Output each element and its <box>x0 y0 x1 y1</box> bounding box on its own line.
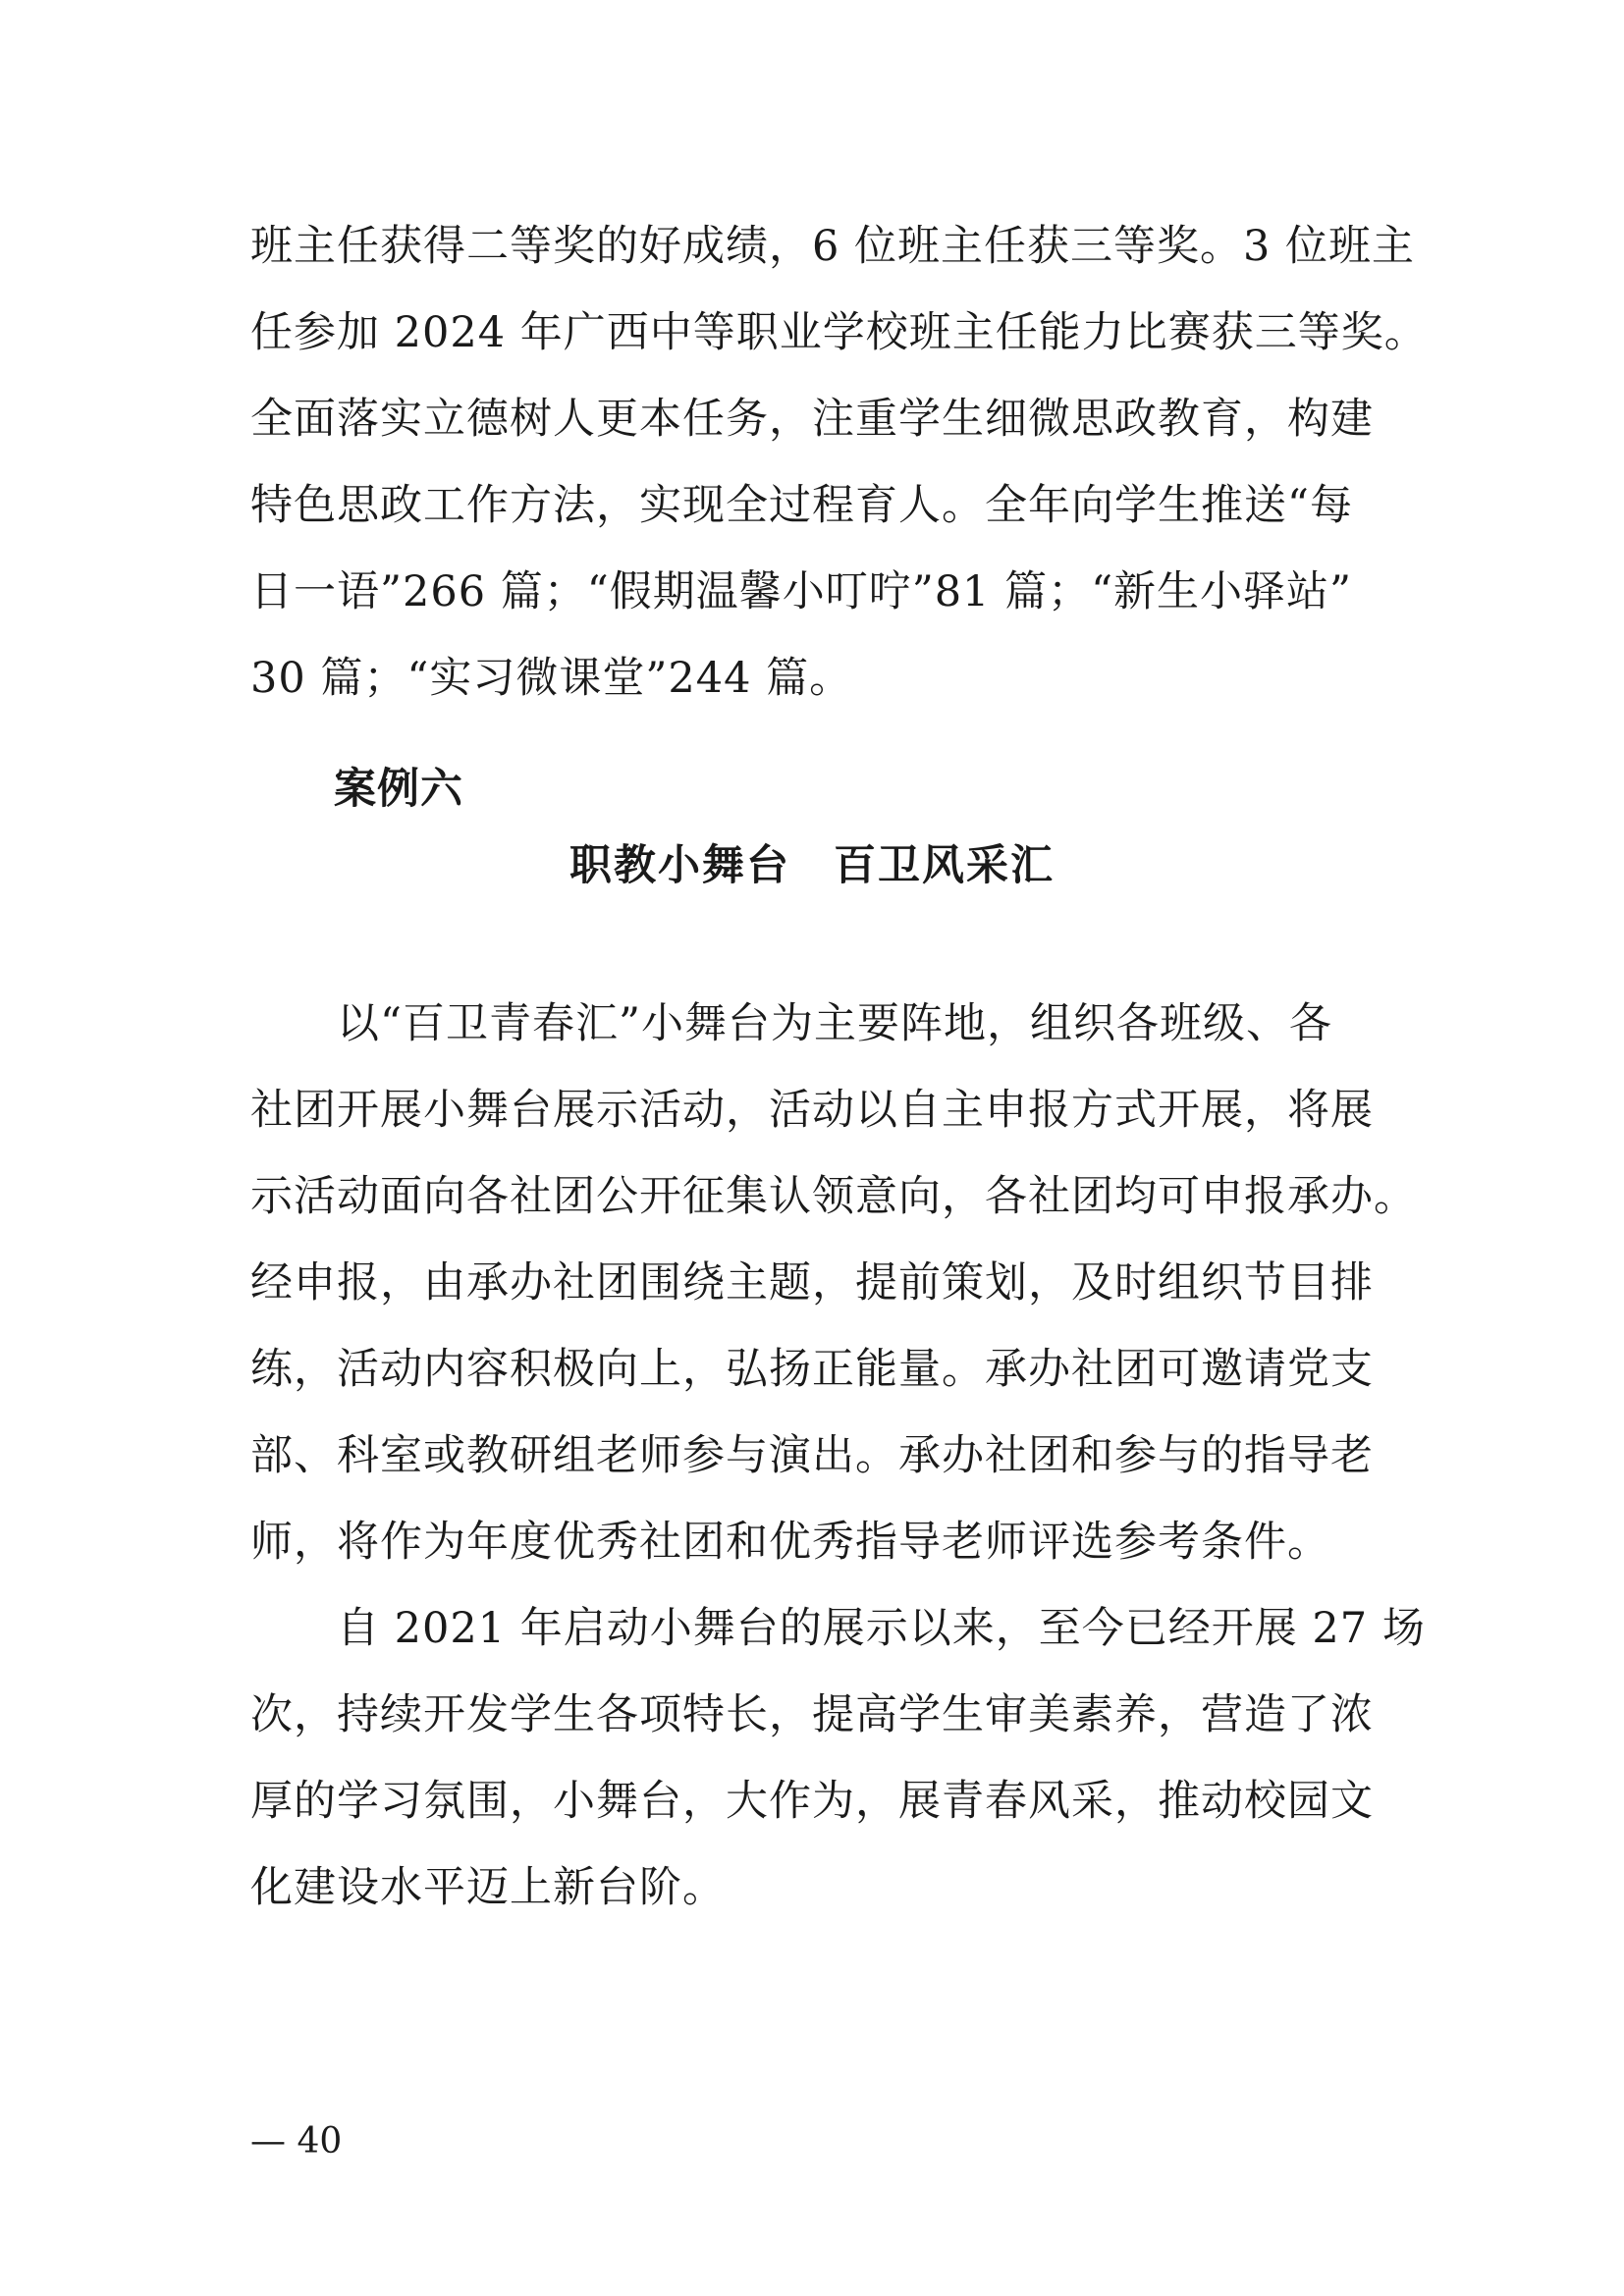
body-text-line: 示活动面向各社团公开征集认领意向，各社团均可申报承办。 <box>250 1172 1417 1221</box>
case-label: 案例六 <box>334 765 463 814</box>
body-text-line: 以“百卫青春汇”小舞台为主要阵地，组织各班级、各 <box>250 999 1332 1048</box>
page-number: — 40 <box>250 2121 343 2162</box>
body-text-line: 班主任获得二等奖的好成绩，6 位班主任获三等奖。3 位班主 <box>250 222 1416 271</box>
body-text-line: 日一语”266 篇；“假期温馨小叮咛”81 篇；“新生小驿站” <box>250 567 1353 616</box>
body-text-line: 厚的学习氛围，小舞台，大作为，展青春风采，推动校园文 <box>250 1777 1374 1826</box>
body-text-line: 练，活动内容积极向上，弘扬正能量。承办社团可邀请党支 <box>250 1345 1374 1394</box>
body-text-line: 经申报，由承办社团围绕主题，提前策划，及时组织节目排 <box>250 1258 1374 1308</box>
case-title-part2: 百卫风采汇 <box>834 841 1055 890</box>
body-text-line: 自 2021 年启动小舞台的展示以来，至今已经开展 27 场 <box>250 1604 1426 1653</box>
body-text-line: 特色思政工作方法，实现全过程育人。全年向学生推送“每 <box>250 481 1353 530</box>
body-text-line: 30 篇；“实习微课堂”244 篇。 <box>250 654 853 703</box>
case-title-part1: 职教小舞台 <box>569 841 790 890</box>
body-text-line: 次，持续开发学生各项特长，提高学生审美素养，营造了浓 <box>250 1690 1374 1739</box>
body-text-line: 师，将作为年度优秀社团和优秀指导老师评选参考条件。 <box>250 1518 1330 1567</box>
body-text-line: 社团开展小舞台展示活动，活动以自主申报方式开展，将展 <box>250 1086 1374 1135</box>
body-text-line: 部、科室或教研组老师参与演出。承办社团和参与的指导老 <box>250 1431 1374 1480</box>
body-text-line: 化建设水平迈上新台阶。 <box>250 1863 726 1912</box>
case-title <box>0 832 1624 892</box>
body-text-line: 任参加 2024 年广西中等职业学校班主任能力比赛获三等奖。 <box>250 308 1428 357</box>
body-text-line: 全面落实立德树人更本任务，注重学生细微思政教育，构建 <box>250 395 1374 444</box>
